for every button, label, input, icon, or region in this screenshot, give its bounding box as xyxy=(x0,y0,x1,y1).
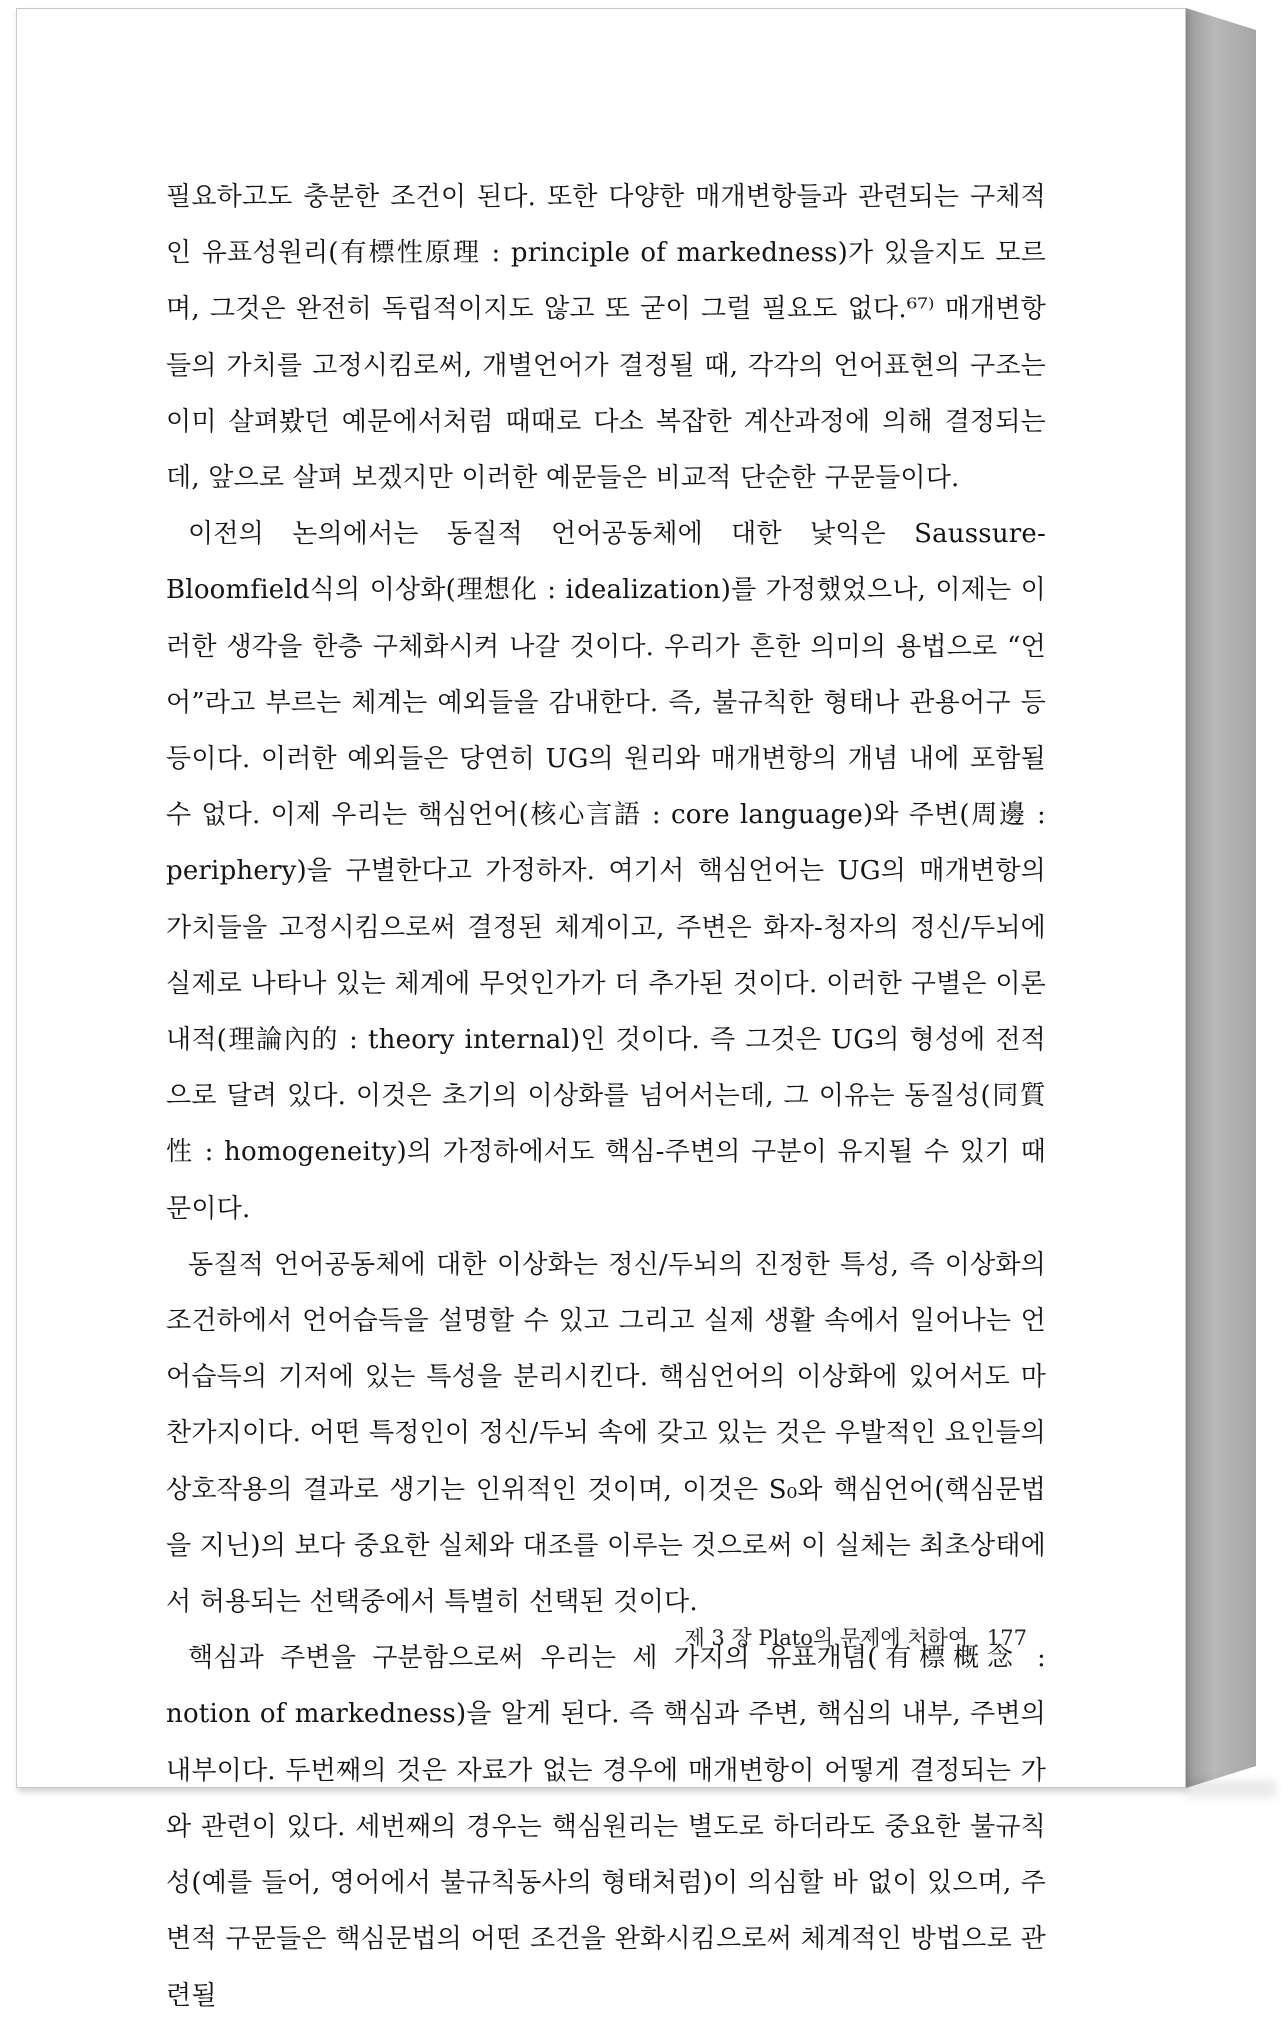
paragraph-2: 이전의 논의에서는 동질적 언어공동체에 대한 낯익은 Saussure-Bloomfield식의 이상화(理想化 : idealization)를 가정했었으나, 이제는 이러한 생각을 한층 구체화시켜 나갈 것이다. 우리가 흔한 의미의 용법으로 “언어”라고 부르는 체계는 예외들을 감내한다. 즉, 불규칙한 형태나 관용어구 등등이다. 이러한 예외들은 당연히 UG의 원리와 매개변항의 개념 내에 포함될 수 없다. 이제 우리는 핵심언어(核心言語 : core language)와 주변(周邊 : periphery)을 구별한다고 가정하자. 여기서 핵심언어는 UG의 매개변항의 가치들을 고정시킴으로써 결정된 체계이고, 주변은 화자-청자의 정신/두뇌에 실제로 나타나 있는 체계에 무엇인가가 더 추가된 것이다. 이러한 구별은 이론내적(理論內的 : theory internal)인 것이다. 즉 그것은 UG의 형성에 전적으로 달려 있다. 이것은 초기의 이상화를 넘어서는데, 그 이유는 동질성(同質性 : homogeneity)의 가정하에서도 핵심-주변의 구분이 유지될 수 있기 때문이다. xyxy=(166,519,1046,1224)
page-number: 177 xyxy=(986,1626,1027,1650)
running-footer-chapter: 제 3 장 Plato의 문제에 처하여 xyxy=(684,1626,969,1650)
paragraph-1: 필요하고도 충분한 조건이 된다. 또한 다양한 매개변항들과 관련되는 구체적인 유표성원리(有標性原理 : principle of markedness)가 있을지도 모르며, 그것은 완전히 독립적이지도 않고 또 굳이 그럴 필요도 없다.⁶⁷⁾ 매개변항들의 가치를 고정시킴로써, 개별언어가 결정될 때, 각각의 언어표현의 구조는 이미 살펴봤던 예문에서처럼 때때로 다소 복잡한 계산과정에 의해 결정되는데, 앞으로 살펴 보겠지만 이러한 예문들은 비교적 단순한 구문들이다. xyxy=(166,182,1046,494)
book-shadow xyxy=(1186,1780,1276,1798)
page-footer xyxy=(577,1623,1027,1653)
paragraph-3: 동질적 언어공동체에 대한 이상화는 정신/두뇌의 진정한 특성, 즉 이상화의 조건하에서 언어습득을 설명할 수 있고 그리고 실제 생활 속에서 일어나는 언어습득의 기저에 있는 특성을 분리시킨다. 핵심언어의 이상화에 있어서도 마찬가지이다. 어떤 특정인이 정신/두뇌 속에 갖고 있는 것은 우발적인 요인들의 상호작용의 결과로 생기는 인위적인 것이며, 이것은 S₀와 핵심언어(핵심문법을 지닌)의 보다 중요한 실체와 대조를 이루는 것으로써 이 실체는 최초상태에서 허용되는 선택중에서 특별히 선택된 것이다. xyxy=(166,1249,1046,1618)
book-page xyxy=(16,8,1186,2011)
book-page-edge xyxy=(1186,8,1256,1788)
paragraph-4: 핵심과 주변을 구분함으로써 우리는 세 가지의 유표개념(有標概念 : notion of markedness)을 알게 된다. 즉 핵심과 주변, 핵심의 내부, 주변의 내부이다. 두번째의 것은 자료가 없는 경우에 매개변항이 어떻게 결정되는 가와 관련이 있다. 세번째의 경우는 핵심원리는 별도로 하더라도 중요한 불규칙성(예를 들어, 영어에서 불규칙동사의 형태처럼)이 의심할 바 없이 있으며, 주변적 구문들은 핵심문법의 어떤 조건을 완화시킴으로써 체계적인 방법으로 관련될 xyxy=(166,1643,1046,2011)
body-text xyxy=(166,169,1046,2024)
